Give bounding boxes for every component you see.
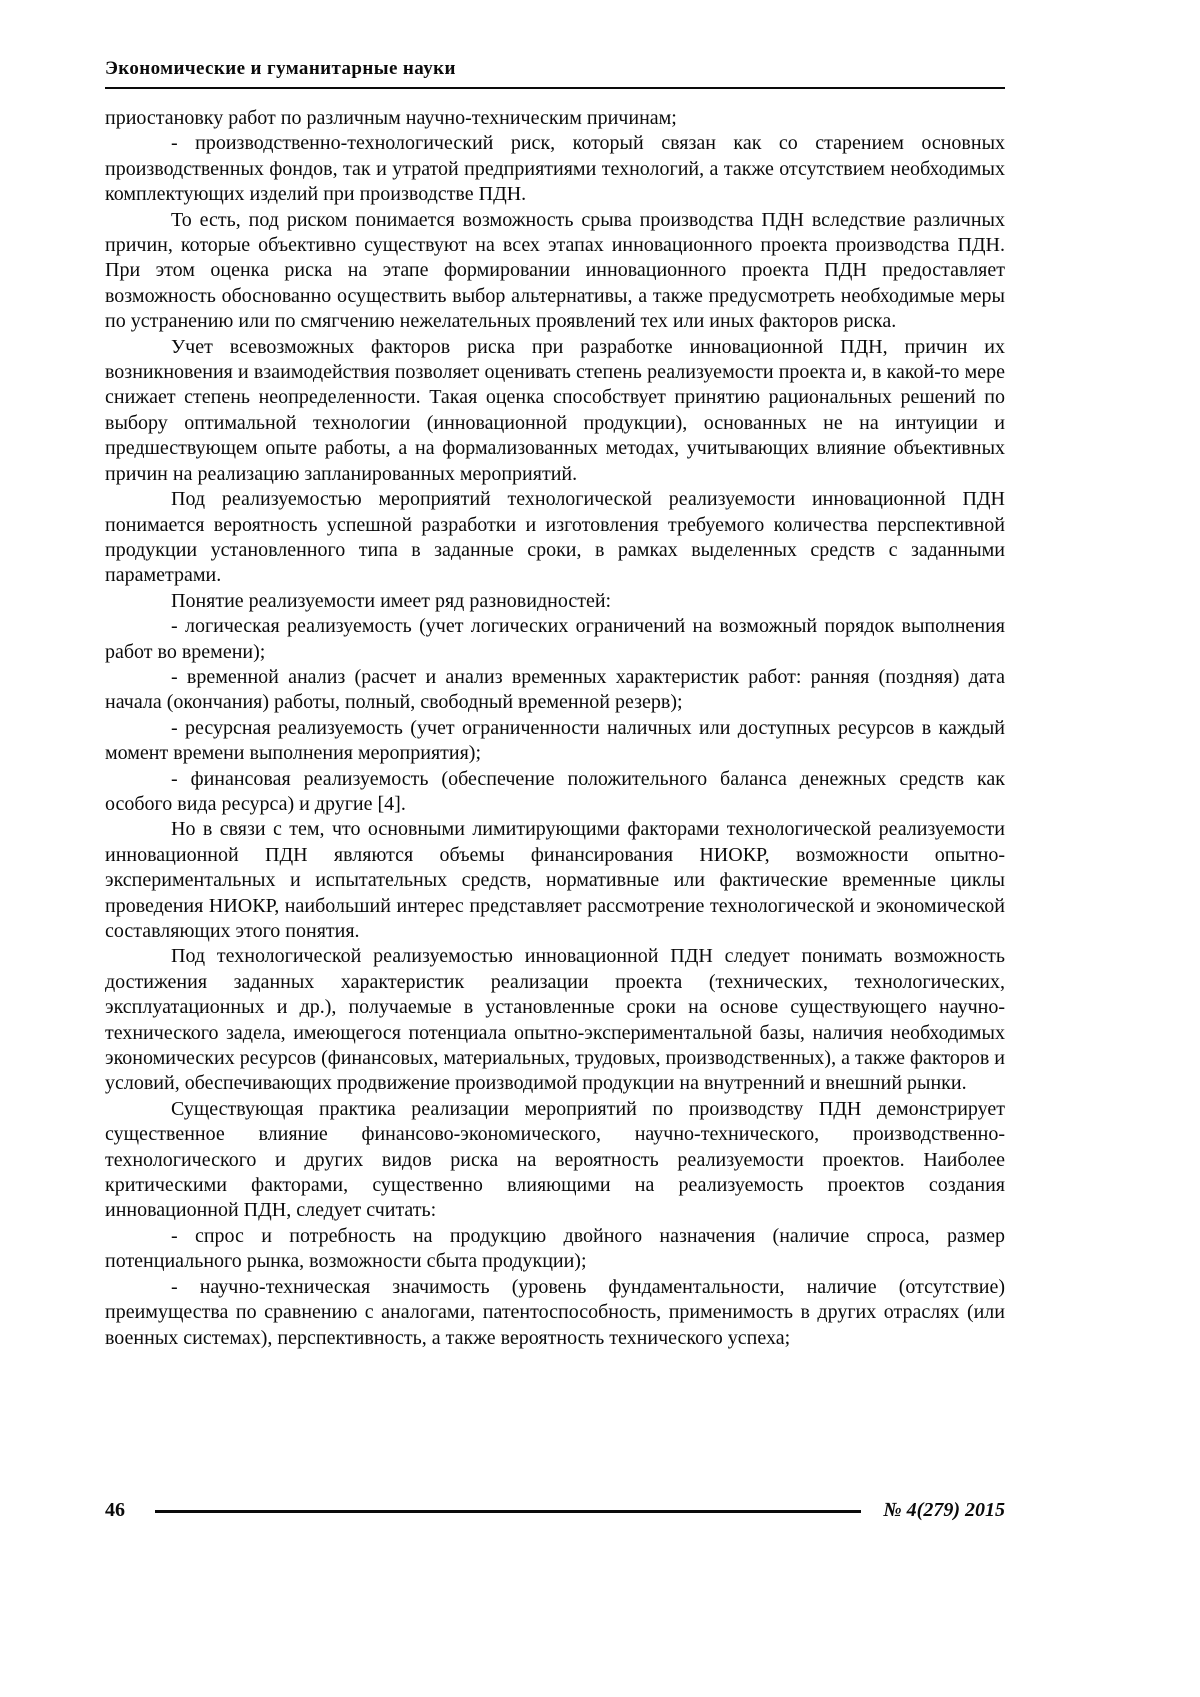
paragraph: Под реализуемостью мероприятий технологической реализуемости инновационной ПДН понимается вероятность успешной разработки и изготовления требуемого количества перспективной продукции установленного типа в заданные сроки, в рамках выделенных средств с заданными параметрами. [105, 488, 1005, 587]
page-number: 46 [105, 1499, 125, 1521]
paragraph: - ресурсная реализуемость (учет ограниченности наличных или доступных ресурсов в каждый момент времени выполнения мероприятия); [105, 716, 1005, 765]
paragraph: - спрос и потребность на продукцию двойного назначения (наличие спроса, размер потенциального рынка, возможности сбыта продукции); [105, 1224, 1005, 1273]
paragraph: Учет всевозможных факторов риска при разработке инновационной ПДН, причин их возникновения и взаимодействия позволяет оценивать степень реализуемости проекта и, в какой-то мере снижает степень неопределенности. Такая оценка способствует принятию рациональных решений по выбору оптимальной технологии (инновационной продукции), основанных не на интуиции и предшествующем опыте работы, а на формализованных методах, учитывающих влияние объективных причин на реализацию запланированных мероприятий. [105, 335, 1005, 485]
footer-divider [155, 1510, 861, 1513]
paragraph: - производственно-технологический риск, который связан как со старением основных производственных фондов, так и утратой предприятиями технологий, а также отсутствием необходимых комплектующих изделий при производстве ПДН. [105, 132, 1005, 206]
paragraph: Существующая практика реализации мероприятий по производству ПДН демонстрирует существенное влияние финансово-экономического, научно-технического, производственно-технологического и других видов риска на вероятность реализуемости проектов. Наиболее критическими факторами, существенно влияющими на реализуемость проектов создания инновационной ПДН, следует считать: [105, 1097, 1005, 1222]
section-title: Экономические и гуманитарные науки [105, 58, 456, 79]
paragraph: Но в связи с тем, что основными лимитирующими факторами технологической реализуемости инновационной ПДН являются объемы финансирования НИОКР, возможности опытно-экспериментальных и испытательных средств, нормативные или фактические временные циклы проведения НИОКР, наибольший интерес представляет рассмотрение технологической и экономической составляющих этого понятия. [105, 818, 1005, 942]
running-header [105, 58, 1005, 89]
paragraph: Понятие реализуемости имеет ряд разновидностей: [171, 589, 612, 612]
article-body [105, 106, 1005, 1351]
paragraph: То есть, под риском понимается возможность срыва производства ПДН вследствие различных причин, которые объективно существуют на всех этапах инновационного проекта производства ПДН. При этом оценка риска на этапе формировании инновационного проекта ПДН предоставляет возможность обоснованно осуществить выбор альтернативы, а также предусмотреть необходимые меры по устранению или по смягчению нежелательных проявлений тех или иных факторов риска. [105, 208, 1005, 333]
paragraph: - финансовая реализуемость (обеспечение положительного баланса денежных средств как особого вида ресурса) и другие [4]. [105, 767, 1005, 815]
paragraph: - логическая реализуемость (учет логических ограничений на возможный порядок выполнения работ во времени); [105, 615, 1005, 663]
issue-label: № 4(279) 2015 [883, 1499, 1005, 1521]
paragraph: - научно-техническая значимость (уровень фундаментальности, наличие (отсутствие) преимущества по сравнению с аналогами, патентоспособность, применимость в других отраслях (или военных системах), перспективность, а также вероятность технического успеха; [105, 1275, 1005, 1349]
page-footer [105, 1499, 1005, 1522]
paragraph: - временной анализ (расчет и анализ временных характеристик работ: ранняя (поздняя) дата начала (окончания) работы, полный, свободный временной резерв); [105, 665, 1005, 714]
paragraph: приостановку работ по различным научно-техническим причинам; [105, 107, 677, 129]
paragraph: Под технологической реализуемостью инновационной ПДН следует понимать возможность достижения заданных характеристик реализации проекта (технических, технологических, эксплуатационных и др.), получаемые в установленные сроки на основе существующего научно-технического задела, имеющегося потенциала опытно-экспериментальной базы, наличия необходимых экономических ресурсов (финансовых, материальных, трудовых, производственных), а также факторов и условий, обеспечивающих продвижение производимой продукции на внутренний и внешний рынки. [105, 945, 1005, 1095]
